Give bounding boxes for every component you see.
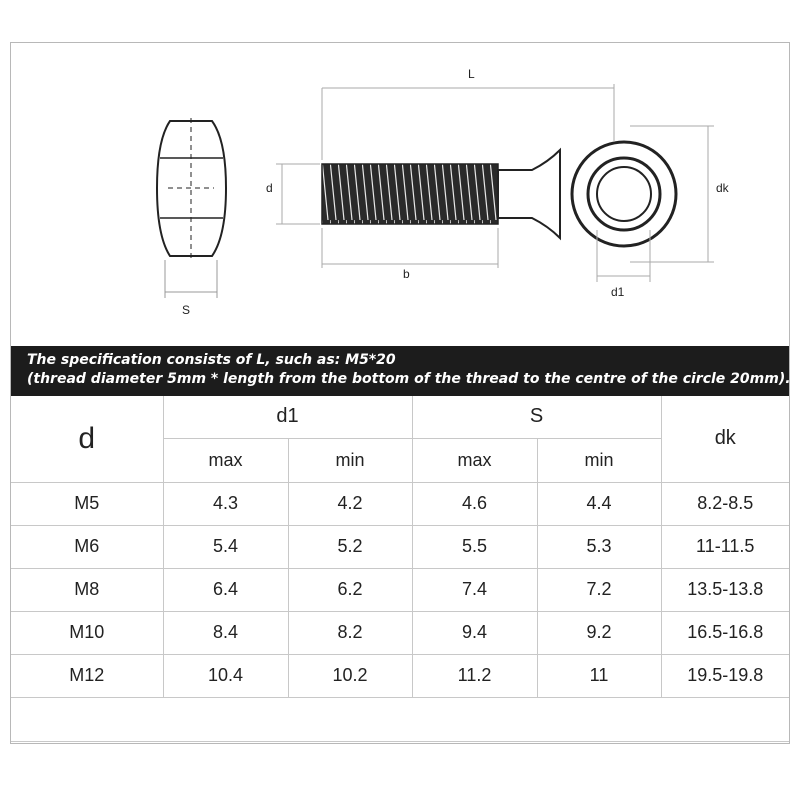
cell-s-max: 5.5 — [412, 525, 537, 568]
table-row — [11, 654, 789, 697]
header-d1-min: min — [288, 438, 412, 482]
header-s: S — [412, 396, 661, 438]
cell-dk: 13.5-13.8 — [661, 568, 789, 611]
header-dk: dk — [661, 396, 789, 482]
banner-line-2: (thread diameter 5mm * length from the bottom of the thread to the centre of the circle 20mm). — [27, 371, 791, 387]
cell-s-max: 4.6 — [412, 482, 537, 525]
cell-s-min: 5.3 — [537, 525, 661, 568]
side-view — [157, 118, 226, 317]
table-row — [11, 568, 789, 611]
cell-d1-max: 5.4 — [163, 525, 288, 568]
header-d1: d1 — [163, 396, 412, 438]
label-s: S — [182, 303, 191, 317]
cell-s-min: 11 — [537, 654, 661, 697]
cell-d1-max: 6.4 — [163, 568, 288, 611]
banner-line-1: The specification consists of L, such as: M5*20 — [27, 352, 396, 368]
header-d1-max: max — [163, 438, 288, 482]
empty-row — [11, 697, 789, 741]
label-b: b — [403, 267, 410, 281]
cell-d: M8 — [11, 568, 163, 611]
header-s-max: max — [412, 438, 537, 482]
label-d: d — [266, 181, 273, 195]
cell-dk: 11-11.5 — [661, 525, 789, 568]
cell-d1-min: 6.2 — [288, 568, 412, 611]
spec-table — [11, 396, 789, 742]
cell-d1-min: 4.2 — [288, 482, 412, 525]
cell-d1-min: 5.2 — [288, 525, 412, 568]
cell-s-min: 9.2 — [537, 611, 661, 654]
cell-s-min: 4.4 — [537, 482, 661, 525]
cell-s-max: 7.4 — [412, 568, 537, 611]
cell-dk: 19.5-19.8 — [661, 654, 789, 697]
label-dk: dk — [716, 181, 729, 195]
cell-dk: 16.5-16.8 — [661, 611, 789, 654]
cell-d1-max: 8.4 — [163, 611, 288, 654]
table-row — [11, 482, 789, 525]
cell-dk: 8.2-8.5 — [661, 482, 789, 525]
label-d1: d1 — [611, 285, 625, 299]
table-row — [11, 525, 789, 568]
specification-banner — [11, 346, 789, 396]
cell-d1-min: 10.2 — [288, 654, 412, 697]
cell-d1-max: 4.3 — [163, 482, 288, 525]
cell-s-max: 11.2 — [412, 654, 537, 697]
cell-d: M6 — [11, 525, 163, 568]
table-row-empty — [11, 697, 789, 741]
header-d: d — [11, 396, 163, 482]
table-row — [11, 611, 789, 654]
label-L: L — [468, 67, 475, 81]
cell-s-min: 7.2 — [537, 568, 661, 611]
cell-s-max: 9.4 — [412, 611, 537, 654]
cell-d1-max: 10.4 — [163, 654, 288, 697]
front-view — [266, 67, 730, 299]
header-s-min: min — [537, 438, 661, 482]
cell-d: M5 — [11, 482, 163, 525]
cell-d: M10 — [11, 611, 163, 654]
cell-d: M12 — [11, 654, 163, 697]
cell-d1-min: 8.2 — [288, 611, 412, 654]
eye-bolt-drawing — [0, 0, 800, 346]
